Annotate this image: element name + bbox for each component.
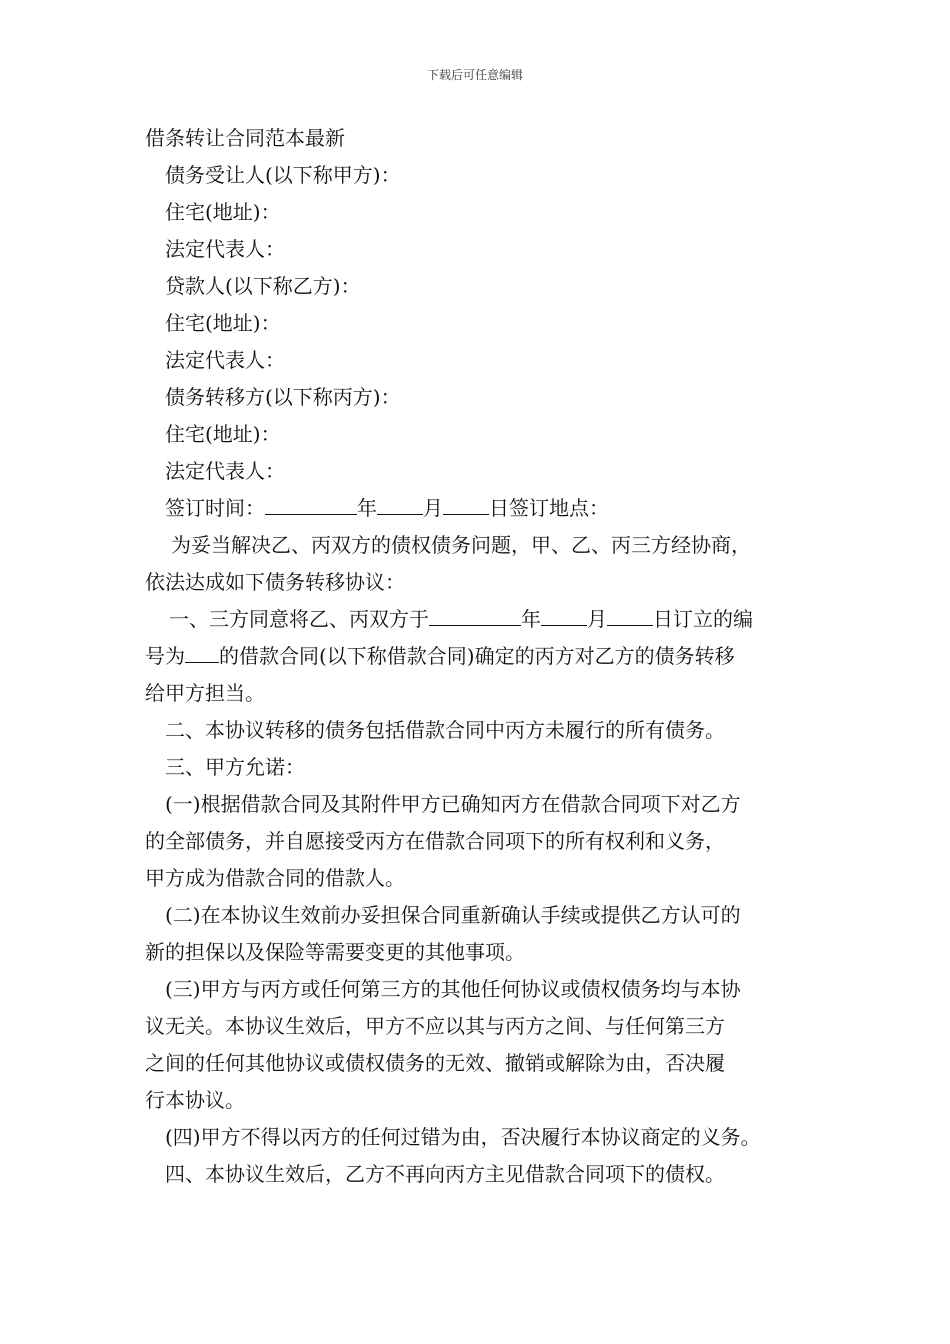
year-blank	[265, 496, 357, 515]
contract-number-blank	[185, 644, 219, 663]
clause-3: 三、甲方允诺：	[165, 755, 305, 779]
month-label: 月	[423, 496, 443, 520]
clause-1-year: 年	[521, 607, 541, 631]
clause-1-text-a: 一、三方同意将乙、丙双方于	[169, 607, 429, 631]
signing-time-label: 签订时间：	[165, 496, 265, 520]
year-label: 年	[357, 496, 377, 520]
sub-1-line-1: (一)根据借款合同及其附件甲方已确知丙方在借款合同项下对乙方	[165, 792, 741, 816]
day-place-label: 日签订地点：	[489, 496, 609, 520]
clause-1-day-blank	[607, 607, 653, 626]
party-c-representative: 法定代表人：	[165, 459, 285, 483]
sub-3-line-1: (三)甲方与丙方或任何第三方的其他任何协议或债权债务均与本协	[165, 977, 741, 1001]
party-c-label: 债务转移方(以下称丙方)：	[165, 385, 401, 409]
party-b-address: 住宅(地址)：	[165, 311, 281, 335]
clause-1-number-label: 号为	[145, 644, 185, 668]
intro-line-2: 依法达成如下债务转移协议：	[145, 570, 405, 594]
party-a-label: 债务受让人(以下称甲方)：	[165, 163, 401, 187]
sub-2-line-2: 新的担保以及保险等需要变更的其他事项。	[145, 940, 525, 964]
sub-1-line-3: 甲方成为借款合同的借款人。	[145, 866, 405, 890]
sub-1-line-2: 的全部债务，并自愿接受丙方在借款合同项下的所有权利和义务，	[145, 829, 725, 853]
month-blank	[377, 496, 423, 515]
clause-1-month-blank	[541, 607, 587, 626]
clause-2: 二、本协议转移的债务包括借款合同中丙方未履行的所有债务。	[165, 718, 725, 742]
party-a-representative: 法定代表人：	[165, 237, 285, 261]
party-b-label: 贷款人(以下称乙方)：	[165, 274, 361, 298]
document-body	[145, 120, 817, 1193]
clause-1-line-2	[145, 638, 817, 675]
party-c-address: 住宅(地址)：	[165, 422, 281, 446]
intro-line-1: 为妥当解决乙、丙双方的债权债务问题，甲、乙、丙三方经协商，	[171, 533, 751, 557]
party-b-representative: 法定代表人：	[165, 348, 285, 372]
clause-1-year-blank	[429, 607, 521, 626]
clause-4: 四、本协议生效后，乙方不再向丙方主见借款合同项下的债权。	[165, 1162, 725, 1186]
clause-1-month: 月	[587, 607, 607, 631]
clause-1-line-1	[145, 601, 817, 638]
clause-1-text-c: 的借款合同(以下称借款合同)确定的丙方对乙方的债务转移	[219, 644, 735, 668]
sub-4: (四)甲方不得以丙方的任何过错为由，否决履行本协议商定的义务。	[165, 1125, 761, 1149]
clause-1-line-3: 给甲方担当。	[145, 681, 265, 705]
page-header: 下载后可任意编辑	[426, 68, 523, 82]
sub-3-line-4: 行本协议。	[145, 1088, 245, 1112]
sub-2-line-1: (二)在本协议生效前办妥担保合同重新确认手续或提供乙方认可的	[165, 903, 741, 927]
day-blank	[443, 496, 489, 515]
clause-1-text-b: 日订立的编	[653, 607, 753, 631]
signing-line	[145, 490, 817, 527]
sub-3-line-3: 之间的任何其他协议或债权债务的无效、撤销或解除为由，否决履	[145, 1051, 725, 1075]
party-a-address: 住宅(地址)：	[165, 200, 281, 224]
document-title: 借条转让合同范本最新	[145, 126, 345, 150]
sub-3-line-2: 议无关。本协议生效后，甲方不应以其与丙方之间、与任何第三方	[145, 1014, 725, 1038]
